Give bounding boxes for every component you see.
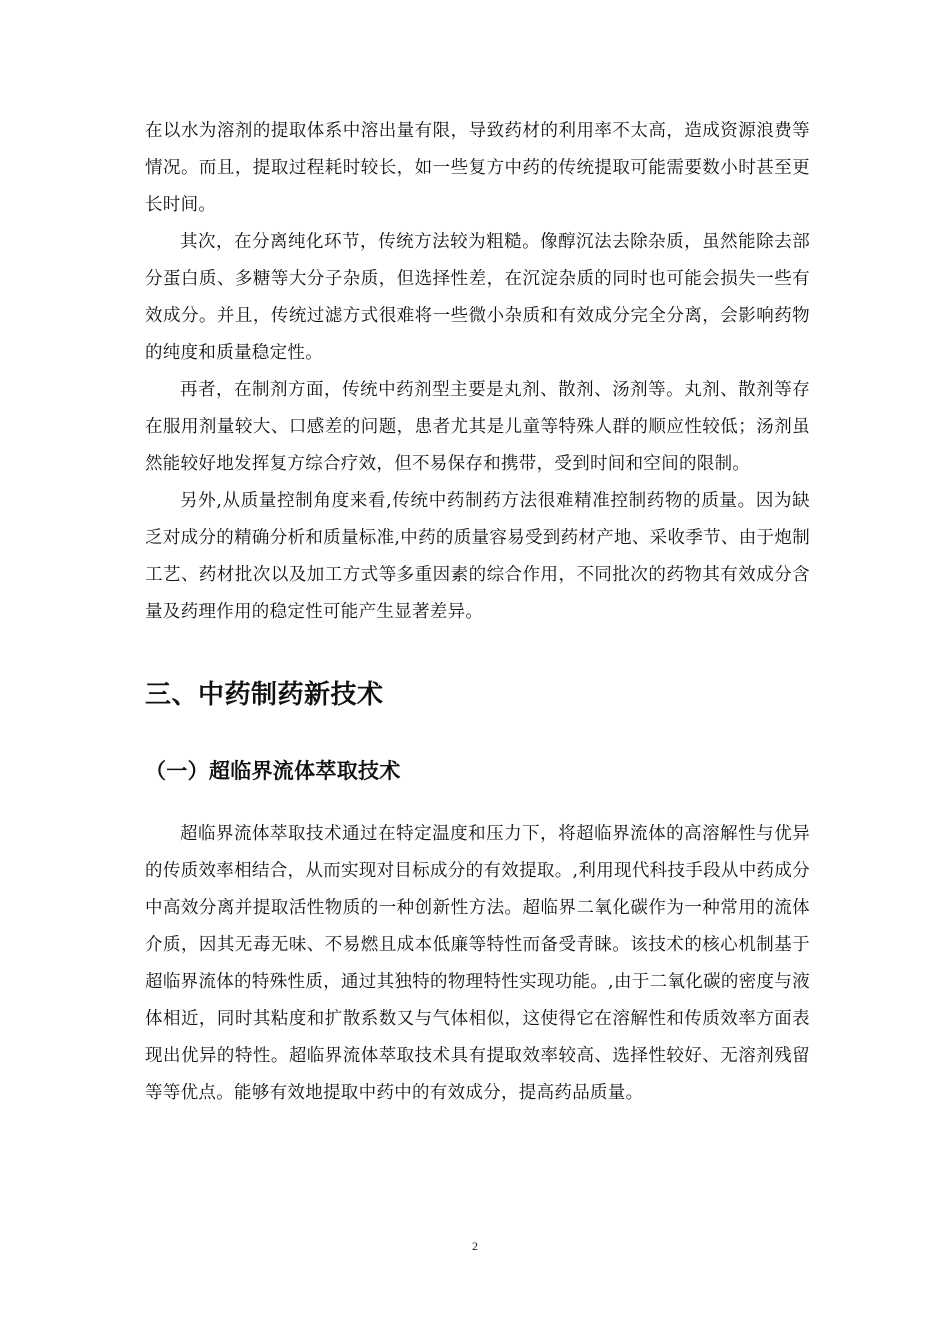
paragraph-supercritical-extraction: 超临界流体萃取技术通过在特定温度和压力下，将超临界流体的高溶解性与优异的传质效率相结合，从而实现对目标成分的有效提取。,利用现代科技手段从中药成分中高效分离并提取活性物质的一种创新性方法。超临界二氧化碳作为一种常用的流体介质，因其无毒无味、不易燃且成本低廉等特性而备受青睐。该技术的核心机制基于超临界流体的特殊性质，通过其独特的物理特性实现功能。,由于二氧化碳的密度与液体相近，同时其粘度和扩散系数又与气体相似，这使得它在溶解性和传质效率方面表现出优异的特性。超临界流体萃取技术具有提取效率较高、选择性较好、无溶剂残留等等优点。能够有效地提取中药中的有效成分，提高药品质量。 [145,824,810,1103]
paragraph-formulation: 再者，在制剂方面，传统中药剂型主要是丸剂、散剂、汤剂等。丸剂、散剂等存在服用剂量较大、口感差的问题，患者尤其是儿童等特殊人群的顺应性较低；汤剂虽然能较好地发挥复方综合疗效，但不易保存和携带，受到时间和空间的限制。 [145,380,810,474]
paragraph-quality-control: 另外,从质量控制角度来看,传统中药制药方法很难精准控制药物的质量。因为缺乏对成分的精确分析和质量标准,中药的质量容易受到药材产地、采收季节、由于炮制工艺、药材批次以及加工方式等多重因素的综合作用，不同批次的药物其有效成分含量及药理作用的稳定性可能产生显著差异。 [145,491,810,622]
section-heading: 三、中药制药新技术 [145,680,384,710]
page-number: 2 [472,1239,478,1253]
paragraph-continuation: 在以水为溶剂的提取体系中溶出量有限，导致药材的利用率不太高，造成资源浪费等情况。而且，提取过程耗时较长，如一些复方中药的传统提取可能需要数小时甚至更长时间。 [145,121,810,215]
paragraph-separation-purification: 其次，在分离纯化环节，传统方法较为粗糙。像醇沉法去除杂质，虽然能除去部分蛋白质、多糖等大分子杂质，但选择性差，在沉淀杂质的同时也可能会损失一些有效成分。并且，传统过滤方式很难将一些微小杂质和有效成分完全分离，会影响药物的纯度和质量稳定性。 [145,232,810,363]
subsection-heading: （一）超临界流体萃取技术 [145,759,401,783]
page-content [145,113,810,1112]
